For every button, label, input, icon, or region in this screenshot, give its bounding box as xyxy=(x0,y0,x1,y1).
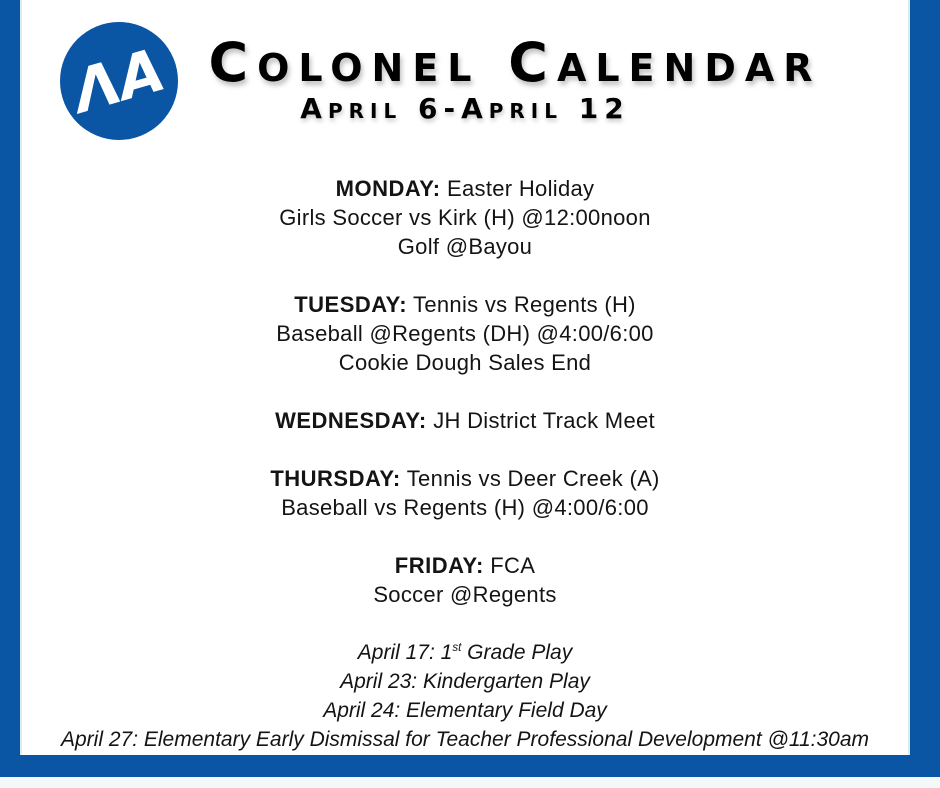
day-block-wednesday xyxy=(22,406,908,435)
upcoming-text: April 17: 1 xyxy=(357,641,453,664)
page-title: Colonel Calendar xyxy=(208,31,822,94)
day-label: FRIDAY: xyxy=(394,553,484,578)
schedule-line xyxy=(22,174,908,203)
day-headline: Tennis vs Regents (H) xyxy=(413,292,636,317)
header xyxy=(22,0,908,148)
day-headline: FCA xyxy=(490,553,536,578)
bottom-border-bar xyxy=(0,755,940,777)
schedule-line xyxy=(22,551,908,580)
schedule-line: Cookie Dough Sales End xyxy=(338,350,592,375)
day-block-tuesday xyxy=(22,290,908,377)
schedule-line xyxy=(22,290,908,319)
school-logo-icon xyxy=(60,22,178,140)
day-block-thursday xyxy=(22,464,908,522)
day-label: TUESDAY: xyxy=(294,292,408,317)
day-label: WEDNESDAY: xyxy=(275,408,427,433)
schedule-line xyxy=(22,406,908,435)
day-block-friday xyxy=(22,551,908,609)
content-area xyxy=(22,0,908,755)
ordinal-superscript: st xyxy=(452,642,462,654)
day-block-monday xyxy=(22,174,908,261)
schedule-line: Baseball vs Regents (H) @4:00/6:00 xyxy=(281,495,649,520)
weekly-schedule xyxy=(22,174,908,609)
upcoming-line: April 27: Elementary Early Dismissal for Teacher Professional Development @11:30am xyxy=(61,728,869,751)
schedule-line xyxy=(22,464,908,493)
day-headline: JH District Track Meet xyxy=(433,408,655,433)
upcoming-text: Grade Play xyxy=(461,641,573,664)
bottom-strip xyxy=(0,777,940,788)
right-border-bar xyxy=(908,0,940,777)
upcoming-line xyxy=(22,638,908,667)
schedule-line: Soccer @Regents xyxy=(373,582,557,607)
left-border-bar xyxy=(0,0,22,777)
upcoming-events xyxy=(22,638,908,754)
logo-letters: ΛA xyxy=(65,34,173,127)
day-label: MONDAY: xyxy=(335,176,441,201)
day-label: THURSDAY: xyxy=(270,466,401,491)
upcoming-line: April 24: Elementary Field Day xyxy=(323,699,607,722)
date-range: April 6-April 12 xyxy=(300,92,630,125)
day-headline: Tennis vs Deer Creek (A) xyxy=(406,466,660,491)
day-headline: Easter Holiday xyxy=(447,176,595,201)
schedule-line: Golf @Bayou xyxy=(397,234,533,259)
schedule-line: Baseball @Regents (DH) @4:00/6:00 xyxy=(276,321,654,346)
schedule-line: Girls Soccer vs Kirk (H) @12:00noon xyxy=(279,205,651,230)
upcoming-line: April 23: Kindergarten Play xyxy=(340,670,590,693)
